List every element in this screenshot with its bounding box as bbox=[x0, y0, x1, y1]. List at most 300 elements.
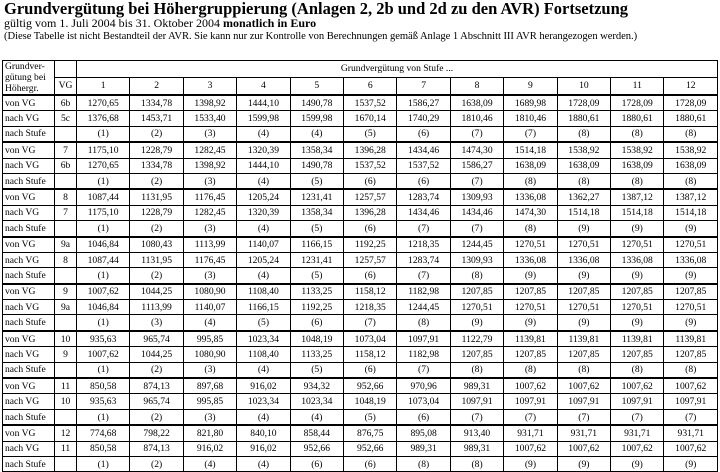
vg-cell: 9 bbox=[55, 284, 77, 300]
nach-stufe-row-label: nach Stufe bbox=[3, 173, 55, 189]
vg-cell: 11 bbox=[55, 378, 77, 394]
table-row bbox=[3, 362, 718, 378]
table-row bbox=[3, 347, 718, 362]
amount-cell: 1048,19 bbox=[290, 331, 343, 347]
amount-cell: 1638,09 bbox=[504, 158, 557, 173]
amount-cell: 1599,98 bbox=[290, 111, 343, 126]
amount-cell: 1175,10 bbox=[77, 205, 130, 220]
amount-cell: 897,68 bbox=[183, 378, 236, 394]
stufe-cell: (9) bbox=[664, 456, 718, 471]
vg-cell: 7 bbox=[55, 142, 77, 158]
amount-cell: 970,96 bbox=[397, 378, 450, 394]
table-row bbox=[3, 315, 718, 331]
stufe-cell: (8) bbox=[504, 221, 557, 237]
nach-row-label: nach VG bbox=[3, 347, 55, 362]
amount-cell: 1740,29 bbox=[397, 111, 450, 126]
stufe-cell: (9) bbox=[664, 221, 718, 237]
amount-cell: 1139,81 bbox=[557, 331, 610, 347]
amount-cell: 934,32 bbox=[290, 378, 343, 394]
stufe-header-4: 4 bbox=[237, 77, 290, 95]
amount-cell: 1023,34 bbox=[237, 331, 290, 347]
amount-cell: 931,71 bbox=[664, 425, 718, 441]
stufe-cell: (8) bbox=[397, 456, 450, 471]
amount-cell: 1880,61 bbox=[611, 111, 664, 126]
amount-cell: 1108,40 bbox=[237, 284, 290, 300]
table-row bbox=[3, 441, 718, 456]
stufe-cell: (7) bbox=[611, 409, 664, 425]
amount-cell: 1728,09 bbox=[611, 95, 664, 111]
vg-cell: 9a bbox=[55, 237, 77, 253]
vg-cell bbox=[55, 268, 77, 284]
stufe-cell: (7) bbox=[557, 409, 610, 425]
stufe-cell: (1) bbox=[77, 268, 130, 284]
stufe-cell: (8) bbox=[450, 456, 503, 471]
amount-cell: 1336,08 bbox=[611, 252, 664, 267]
amount-cell: 1207,85 bbox=[450, 284, 503, 300]
vg-cell: 6b bbox=[55, 95, 77, 111]
amount-cell: 1182,98 bbox=[397, 347, 450, 362]
amount-cell: 821,80 bbox=[183, 425, 236, 441]
amount-cell: 1537,52 bbox=[344, 95, 397, 111]
stufe-header-12: 12 bbox=[664, 77, 718, 95]
stufe-cell: (5) bbox=[290, 173, 343, 189]
amount-cell: 1474,30 bbox=[504, 205, 557, 220]
stufe-cell: (7) bbox=[344, 315, 397, 331]
stufe-cell: (4) bbox=[183, 315, 236, 331]
amount-cell: 1113,99 bbox=[183, 237, 236, 253]
stufe-cell: (9) bbox=[557, 456, 610, 471]
amount-cell: 1176,45 bbox=[183, 189, 236, 205]
stufe-cell: (3) bbox=[130, 315, 183, 331]
stufe-header-7: 7 bbox=[397, 77, 450, 95]
amount-cell: 1207,85 bbox=[504, 347, 557, 362]
stufe-cell: (2) bbox=[130, 268, 183, 284]
amount-cell: 1514,18 bbox=[504, 142, 557, 158]
nach-stufe-row-label: nach Stufe bbox=[3, 409, 55, 425]
nach-row-label: nach VG bbox=[3, 205, 55, 220]
stufe-cell: (8) bbox=[611, 126, 664, 142]
amount-cell: 1270,51 bbox=[557, 237, 610, 253]
amount-cell: 1257,57 bbox=[344, 252, 397, 267]
vg-cell: 9 bbox=[55, 347, 77, 362]
stufe-cell: (5) bbox=[290, 362, 343, 378]
amount-cell: 1538,92 bbox=[611, 142, 664, 158]
stufe-cell: (8) bbox=[504, 173, 557, 189]
stufe-cell: (4) bbox=[237, 409, 290, 425]
nach-row-label: nach VG bbox=[3, 158, 55, 173]
table-row bbox=[3, 252, 718, 267]
stufe-cell: (9) bbox=[557, 221, 610, 237]
table-row bbox=[3, 237, 718, 253]
amount-cell: 1139,81 bbox=[504, 331, 557, 347]
amount-cell: 1131,95 bbox=[130, 252, 183, 267]
amount-cell: 1490,78 bbox=[290, 158, 343, 173]
corner-header: Grundver- gütung bei Höhergr. bbox=[3, 61, 55, 96]
stufe-header-5: 5 bbox=[290, 77, 343, 95]
amount-cell: 1073,04 bbox=[344, 331, 397, 347]
stufe-cell: (5) bbox=[290, 268, 343, 284]
amount-cell: 1434,46 bbox=[397, 205, 450, 220]
amount-cell: 1048,19 bbox=[344, 394, 397, 409]
stufe-cell: (7) bbox=[450, 173, 503, 189]
amount-cell: 1309,93 bbox=[450, 189, 503, 205]
stufe-cell: (7) bbox=[450, 221, 503, 237]
vg-cell: 10 bbox=[55, 394, 77, 409]
stufe-cell: (6) bbox=[290, 456, 343, 471]
amount-cell: 1358,34 bbox=[290, 205, 343, 220]
stufe-cell: (7) bbox=[450, 409, 503, 425]
amount-cell: 1362,27 bbox=[557, 189, 610, 205]
stufe-cell: (9) bbox=[611, 315, 664, 331]
stufe-cell: (2) bbox=[130, 409, 183, 425]
amount-cell: 1023,34 bbox=[237, 394, 290, 409]
stufe-header-11: 11 bbox=[611, 77, 664, 95]
amount-cell: 1122,79 bbox=[450, 331, 503, 347]
stufe-cell: (4) bbox=[237, 362, 290, 378]
amount-cell: 1689,98 bbox=[504, 95, 557, 111]
amount-cell: 1270,51 bbox=[611, 237, 664, 253]
amount-cell: 858,44 bbox=[290, 425, 343, 441]
table-row bbox=[3, 158, 718, 173]
stufe-cell: (7) bbox=[397, 362, 450, 378]
amount-cell: 952,66 bbox=[344, 441, 397, 456]
stufe-cell: (9) bbox=[611, 221, 664, 237]
stufe-cell: (7) bbox=[504, 409, 557, 425]
amount-cell: 1638,09 bbox=[664, 158, 718, 173]
stufe-header-10: 10 bbox=[557, 77, 610, 95]
amount-cell: 1283,74 bbox=[397, 252, 450, 267]
amount-cell: 1336,08 bbox=[504, 189, 557, 205]
amount-cell: 1358,34 bbox=[290, 142, 343, 158]
stufe-cell: (5) bbox=[344, 126, 397, 142]
amount-cell: 1207,85 bbox=[611, 284, 664, 300]
amount-cell: 1537,52 bbox=[344, 158, 397, 173]
amount-cell: 1175,10 bbox=[77, 142, 130, 158]
amount-cell: 1073,04 bbox=[397, 394, 450, 409]
amount-cell: 895,08 bbox=[397, 425, 450, 441]
amount-cell: 1139,81 bbox=[664, 331, 718, 347]
amount-cell: 916,02 bbox=[237, 441, 290, 456]
document-header bbox=[4, 0, 720, 43]
table-row bbox=[3, 331, 718, 347]
stufe-cell: (8) bbox=[450, 362, 503, 378]
stufe-cell: (5) bbox=[237, 315, 290, 331]
amount-cell: 1270,65 bbox=[77, 95, 130, 111]
amount-cell: 1586,27 bbox=[450, 158, 503, 173]
validity-text: gültig vom 1. Juli 2004 bis 31. Oktober 2004 bbox=[4, 16, 220, 30]
amount-cell: 1097,91 bbox=[611, 394, 664, 409]
nach-stufe-row-label: nach Stufe bbox=[3, 126, 55, 142]
stufe-cell: (6) bbox=[344, 221, 397, 237]
vg-cell: 9a bbox=[55, 300, 77, 315]
amount-cell: 913,40 bbox=[450, 425, 503, 441]
stufe-cell: (5) bbox=[344, 409, 397, 425]
amount-cell: 1398,92 bbox=[183, 95, 236, 111]
amount-cell: 1080,90 bbox=[183, 284, 236, 300]
amount-cell: 1097,91 bbox=[397, 331, 450, 347]
amount-cell: 1044,25 bbox=[130, 284, 183, 300]
von-row-label: von VG bbox=[3, 378, 55, 394]
amount-cell: 1108,40 bbox=[237, 347, 290, 362]
amount-cell: 1007,62 bbox=[611, 441, 664, 456]
von-row-label: von VG bbox=[3, 237, 55, 253]
amount-cell: 1166,15 bbox=[237, 300, 290, 315]
amount-cell: 876,75 bbox=[344, 425, 397, 441]
amount-cell: 1158,12 bbox=[344, 347, 397, 362]
vg-cell bbox=[55, 221, 77, 237]
stufe-header-1: 1 bbox=[77, 77, 130, 95]
stufe-cell: (9) bbox=[557, 268, 610, 284]
von-row-label: von VG bbox=[3, 331, 55, 347]
nach-stufe-row-label: nach Stufe bbox=[3, 221, 55, 237]
amount-cell: 1207,85 bbox=[504, 284, 557, 300]
von-row-label: von VG bbox=[3, 189, 55, 205]
amount-cell: 1007,62 bbox=[611, 378, 664, 394]
von-row-label: von VG bbox=[3, 284, 55, 300]
amount-cell: 1140,07 bbox=[237, 237, 290, 253]
amount-cell: 1880,61 bbox=[664, 111, 718, 126]
stufe-cell: (2) bbox=[130, 221, 183, 237]
amount-cell: 1376,68 bbox=[77, 111, 130, 126]
amount-cell: 1007,62 bbox=[557, 378, 610, 394]
nach-row-label: nach VG bbox=[3, 111, 55, 126]
amount-cell: 1231,41 bbox=[290, 189, 343, 205]
amount-cell: 1638,09 bbox=[611, 158, 664, 173]
amount-cell: 1320,39 bbox=[237, 205, 290, 220]
amount-cell: 1537,52 bbox=[397, 158, 450, 173]
amount-cell: 916,02 bbox=[183, 441, 236, 456]
stufe-number-row bbox=[3, 77, 718, 95]
amount-cell: 1434,46 bbox=[397, 142, 450, 158]
table-row bbox=[3, 456, 718, 471]
amount-cell: 1131,95 bbox=[130, 189, 183, 205]
amount-cell: 1205,24 bbox=[237, 189, 290, 205]
amount-cell: 1218,35 bbox=[344, 300, 397, 315]
amount-cell: 1514,18 bbox=[557, 205, 610, 220]
stufe-cell: (4) bbox=[237, 456, 290, 471]
vg-cell bbox=[55, 362, 77, 378]
stufe-header-6: 6 bbox=[344, 77, 397, 95]
amount-cell: 1228,79 bbox=[130, 142, 183, 158]
amount-cell: 850,58 bbox=[77, 378, 130, 394]
nach-row-label: nach VG bbox=[3, 441, 55, 456]
amount-cell: 952,66 bbox=[290, 441, 343, 456]
amount-cell: 1097,91 bbox=[450, 394, 503, 409]
stufe-cell: (3) bbox=[183, 409, 236, 425]
nach-row-label: nach VG bbox=[3, 394, 55, 409]
nach-row-label: nach VG bbox=[3, 252, 55, 267]
nach-row-label: nach VG bbox=[3, 300, 55, 315]
amount-cell: 1207,85 bbox=[557, 284, 610, 300]
amount-cell: 1387,12 bbox=[664, 189, 718, 205]
vg-cell: 7 bbox=[55, 205, 77, 220]
amount-cell: 1599,98 bbox=[237, 111, 290, 126]
stufe-header-9: 9 bbox=[504, 77, 557, 95]
disclaimer-note: (Diese Tabelle ist nicht Bestandteil der AVR. Sie kann nur zur Kontrolle von Berechnungen gemäß Anlage 1 Abschnitt III AVR herangezogen werden.) bbox=[4, 31, 638, 42]
amount-cell: 1007,62 bbox=[504, 378, 557, 394]
stufe-cell: (9) bbox=[557, 315, 610, 331]
vg-cell: 8 bbox=[55, 189, 77, 205]
amount-cell: 1207,85 bbox=[664, 347, 718, 362]
stufe-cell: (6) bbox=[397, 409, 450, 425]
amount-cell: 1396,28 bbox=[344, 142, 397, 158]
stufe-cell: (9) bbox=[664, 268, 718, 284]
table-row bbox=[3, 300, 718, 315]
stufe-cell: (1) bbox=[77, 126, 130, 142]
stufe-cell: (1) bbox=[77, 362, 130, 378]
amount-cell: 1205,24 bbox=[237, 252, 290, 267]
von-row-label: von VG bbox=[3, 95, 55, 111]
amount-cell: 1334,78 bbox=[130, 158, 183, 173]
table-row bbox=[3, 221, 718, 237]
stufe-cell: (8) bbox=[450, 268, 503, 284]
amount-cell: 916,02 bbox=[237, 378, 290, 394]
vg-cell: 10 bbox=[55, 331, 77, 347]
nach-stufe-row-label: nach Stufe bbox=[3, 315, 55, 331]
amount-cell: 1007,62 bbox=[664, 441, 718, 456]
stufe-header-2: 2 bbox=[130, 77, 183, 95]
stufe-cell: (7) bbox=[664, 409, 718, 425]
nach-stufe-row-label: nach Stufe bbox=[3, 268, 55, 284]
stufe-cell: (9) bbox=[504, 456, 557, 471]
amount-cell: 1638,09 bbox=[557, 158, 610, 173]
von-row-label: von VG bbox=[3, 425, 55, 441]
stufe-cell: (7) bbox=[397, 221, 450, 237]
amount-cell: 965,74 bbox=[130, 331, 183, 347]
amount-cell: 1334,78 bbox=[130, 95, 183, 111]
stufe-cell: (8) bbox=[664, 173, 718, 189]
table-row bbox=[3, 425, 718, 441]
vg-header: VG bbox=[55, 77, 77, 95]
amount-cell: 1728,09 bbox=[664, 95, 718, 111]
stufe-cell: (8) bbox=[504, 362, 557, 378]
table-row bbox=[3, 268, 718, 284]
vg-cell bbox=[55, 456, 77, 471]
amount-cell: 1270,51 bbox=[664, 237, 718, 253]
amount-cell: 931,71 bbox=[557, 425, 610, 441]
stufe-cell: (9) bbox=[504, 268, 557, 284]
amount-cell: 1670,14 bbox=[344, 111, 397, 126]
stufe-cell: (1) bbox=[77, 173, 130, 189]
vg-cell: 12 bbox=[55, 425, 77, 441]
stufe-cell: (6) bbox=[344, 268, 397, 284]
amount-cell: 1080,90 bbox=[183, 347, 236, 362]
amount-cell: 989,31 bbox=[450, 441, 503, 456]
amount-cell: 1444,10 bbox=[237, 158, 290, 173]
stufe-cell: (4) bbox=[237, 126, 290, 142]
vg-header-blank bbox=[55, 61, 77, 78]
amount-cell: 1396,28 bbox=[344, 205, 397, 220]
salary-table bbox=[2, 60, 718, 472]
stufe-cell: (8) bbox=[397, 315, 450, 331]
amount-cell: 1097,91 bbox=[504, 394, 557, 409]
amount-cell: 1387,12 bbox=[611, 189, 664, 205]
stufe-header-8: 8 bbox=[450, 77, 503, 95]
vg-cell: 11 bbox=[55, 441, 77, 456]
stufe-cell: (8) bbox=[557, 126, 610, 142]
amount-cell: 1007,62 bbox=[504, 441, 557, 456]
von-row-label: von VG bbox=[3, 142, 55, 158]
stufe-cell: (6) bbox=[344, 173, 397, 189]
amount-cell: 995,85 bbox=[183, 394, 236, 409]
amount-cell: 1228,79 bbox=[130, 205, 183, 220]
amount-cell: 1638,09 bbox=[450, 95, 503, 111]
stufe-cell: (1) bbox=[77, 221, 130, 237]
amount-cell: 1097,91 bbox=[557, 394, 610, 409]
stufe-cell: (2) bbox=[130, 126, 183, 142]
amount-cell: 1270,51 bbox=[504, 237, 557, 253]
stufe-caption: Grundvergütung von Stufe ... bbox=[77, 61, 718, 78]
amount-cell: 1087,44 bbox=[77, 252, 130, 267]
amount-cell: 1113,99 bbox=[130, 300, 183, 315]
stufe-cell: (7) bbox=[397, 268, 450, 284]
amount-cell: 1244,45 bbox=[397, 300, 450, 315]
amount-cell: 995,85 bbox=[183, 331, 236, 347]
amount-cell: 1270,51 bbox=[664, 300, 718, 315]
stufe-cell: (6) bbox=[344, 362, 397, 378]
amount-cell: 1046,84 bbox=[77, 237, 130, 253]
amount-cell: 1880,61 bbox=[557, 111, 610, 126]
amount-cell: 1097,91 bbox=[664, 394, 718, 409]
stufe-cell: (8) bbox=[611, 173, 664, 189]
stufe-cell: (4) bbox=[290, 409, 343, 425]
stufe-cell: (4) bbox=[237, 173, 290, 189]
amount-cell: 1192,25 bbox=[290, 300, 343, 315]
amount-cell: 965,74 bbox=[130, 394, 183, 409]
stufe-cell: (3) bbox=[183, 221, 236, 237]
amount-cell: 1336,08 bbox=[557, 252, 610, 267]
amount-cell: 1087,44 bbox=[77, 189, 130, 205]
stufe-cell: (1) bbox=[77, 409, 130, 425]
stufe-cell: (7) bbox=[504, 126, 557, 142]
amount-cell: 1514,18 bbox=[611, 205, 664, 220]
document-title: Grundvergütung bei Höhergruppierung (Anlagen 2, 2b und 2d zu den AVR) Fortsetzung bbox=[4, 0, 629, 18]
stufe-cell: (2) bbox=[130, 173, 183, 189]
stufe-cell: (4) bbox=[237, 221, 290, 237]
amount-cell: 1810,46 bbox=[504, 111, 557, 126]
amount-cell: 1046,84 bbox=[77, 300, 130, 315]
stufe-cell: (8) bbox=[557, 362, 610, 378]
amount-cell: 1586,27 bbox=[397, 95, 450, 111]
amount-cell: 1207,85 bbox=[557, 347, 610, 362]
table-row bbox=[3, 409, 718, 425]
table-row bbox=[3, 378, 718, 394]
amount-cell: 1231,41 bbox=[290, 252, 343, 267]
stufe-cell: (3) bbox=[183, 126, 236, 142]
stufe-cell: (9) bbox=[504, 315, 557, 331]
table-row bbox=[3, 205, 718, 220]
table-row bbox=[3, 142, 718, 158]
amount-cell: 1514,18 bbox=[664, 205, 718, 220]
amount-cell: 1023,34 bbox=[290, 394, 343, 409]
amount-cell: 1182,98 bbox=[397, 284, 450, 300]
vg-cell bbox=[55, 126, 77, 142]
amount-cell: 989,31 bbox=[450, 378, 503, 394]
amount-cell: 1533,40 bbox=[183, 111, 236, 126]
amount-cell: 1453,71 bbox=[130, 111, 183, 126]
amount-cell: 1283,74 bbox=[397, 189, 450, 205]
amount-cell: 850,58 bbox=[77, 441, 130, 456]
amount-cell: 1192,25 bbox=[344, 237, 397, 253]
amount-cell: 874,13 bbox=[130, 441, 183, 456]
amount-cell: 1007,62 bbox=[77, 284, 130, 300]
amount-cell: 840,10 bbox=[237, 425, 290, 441]
amount-cell: 1320,39 bbox=[237, 142, 290, 158]
amount-cell: 874,13 bbox=[130, 378, 183, 394]
amount-cell: 1336,08 bbox=[504, 252, 557, 267]
stufe-cell: (4) bbox=[183, 456, 236, 471]
amount-cell: 1166,15 bbox=[290, 237, 343, 253]
